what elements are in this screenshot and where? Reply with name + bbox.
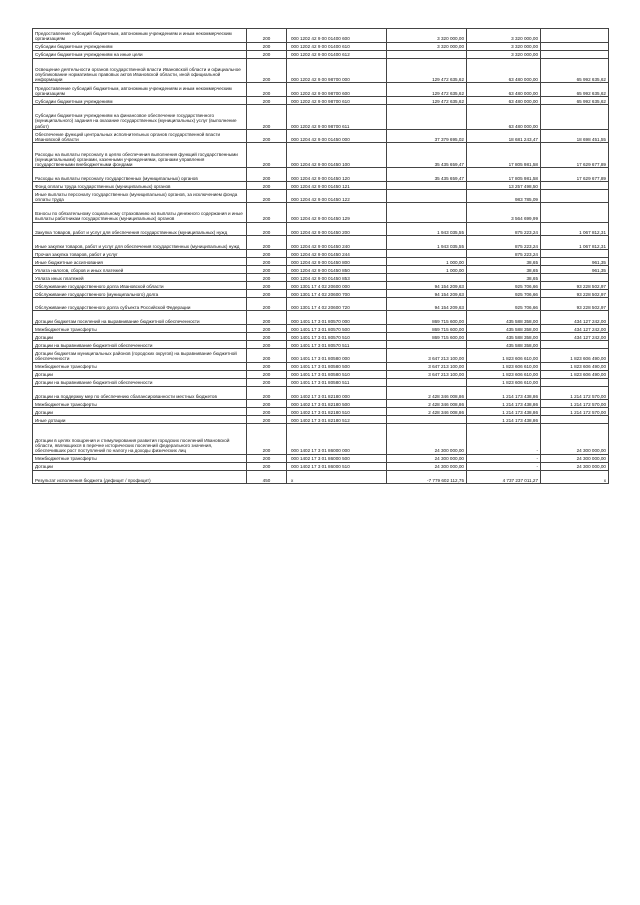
row-kbk: 000 1202 42 9 00 98700 610 — [287, 96, 387, 104]
row-remainder: 93 228 502,97 — [541, 297, 609, 311]
table-body — [33, 29, 609, 484]
row-remainder: 961,35 — [541, 257, 609, 265]
row-kbk: 000 1204 42 9 00 01450 121 — [287, 181, 387, 189]
row-remainder: 65 992 635,62 — [541, 58, 609, 83]
row-plan: 35 435 659,47 — [387, 143, 467, 168]
table-row — [33, 281, 609, 289]
row-name: Дотации в целях поощрения и стимулирования развития городских поселений Ивановской области, являющихся в перечне исторических поселений федерального значения, обеспечивших рост поступлений по налогу на доходы физических лиц — [33, 424, 247, 454]
row-plan — [387, 189, 467, 203]
row-kbk: 000 1204 42 9 00 01450 800 — [287, 257, 387, 265]
row-plan — [387, 104, 467, 129]
row-plan — [387, 50, 467, 58]
row-code: 200 — [247, 370, 287, 378]
row-plan: 94 154 209,63 — [387, 297, 467, 311]
table-row — [33, 416, 609, 424]
row-remainder: 434 127 242,00 — [541, 311, 609, 325]
row-kbk: 000 1202 42 9 00 01400 612 — [287, 50, 387, 58]
row-name: Дотации — [33, 370, 247, 378]
row-name: Иные дотации — [33, 416, 247, 424]
row-exec: 875 223,24 — [467, 222, 541, 236]
row-plan: 94 154 209,63 — [387, 281, 467, 289]
row-code: 200 — [247, 29, 287, 43]
row-plan: 129 472 635,62 — [387, 83, 467, 97]
row-remainder — [541, 273, 609, 281]
row-code: 200 — [247, 454, 287, 462]
row-plan — [387, 416, 467, 424]
row-code: 200 — [247, 408, 287, 416]
table-row — [33, 424, 609, 454]
row-name: Уплата налогов, сборов и иных платежей — [33, 265, 247, 273]
row-kbk: 000 1202 42 9 00 98700 600 — [287, 83, 387, 97]
table-row — [33, 203, 609, 222]
row-kbk: 000 1402 17 3 01 86000 510 — [287, 462, 387, 470]
table-row — [33, 265, 609, 273]
row-remainder — [541, 189, 609, 203]
row-kbk: 000 1402 17 3 01 82180 512 — [287, 416, 387, 424]
row-code: 200 — [247, 168, 287, 182]
row-kbk: 000 1202 42 9 00 98700 000 — [287, 58, 387, 83]
row-kbk: 000 1202 42 9 00 98700 611 — [287, 104, 387, 129]
row-exec: 1 823 606 610,00 — [467, 370, 541, 378]
row-remainder — [541, 249, 609, 257]
row-kbk: 000 1401 17 3 01 80580 511 — [287, 378, 387, 386]
row-remainder: 65 992 635,62 — [541, 83, 609, 97]
row-code: 200 — [247, 236, 287, 250]
row-plan: 3 320 000,00 — [387, 29, 467, 43]
row-remainder — [541, 50, 609, 58]
row-name: Обслуживание государственного (муниципального) долга — [33, 289, 247, 297]
row-plan — [387, 203, 467, 222]
row-name: Иные выплаты персоналу государственных (муниципальных) органов, за исключением фонда оплаты труда — [33, 189, 247, 203]
row-kbk: 000 1204 42 9 00 01450 122 — [287, 189, 387, 203]
row-exec: 63 480 000,00 — [467, 96, 541, 104]
row-remainder: 434 127 242,00 — [541, 332, 609, 340]
row-name: Межбюджетные трансферты — [33, 400, 247, 408]
table-row — [33, 400, 609, 408]
row-kbk: 000 1204 42 9 00 01450 853 — [287, 273, 387, 281]
row-name: Фонд оплаты труда государственных (муниципальных) органов — [33, 181, 247, 189]
row-exec: 925 706,66 — [467, 281, 541, 289]
row-code: 200 — [247, 181, 287, 189]
row-kbk: 000 1202 42 9 00 01400 610 — [287, 42, 387, 50]
row-plan — [387, 249, 467, 257]
row-name: Дотации бюджетам поселений на выравнивание бюджетной обеспеченности — [33, 311, 247, 325]
row-name: Дотации на поддержку мер по обеспечению сбалансированности местных бюджетов — [33, 386, 247, 400]
row-plan: 37 379 695,02 — [387, 129, 467, 143]
row-exec: 3 320 000,00 — [467, 42, 541, 50]
row-kbk: 000 1401 17 3 01 80570 500 — [287, 324, 387, 332]
row-plan: 2 428 346 008,86 — [387, 400, 467, 408]
table-row — [33, 168, 609, 182]
row-plan: 869 715 600,00 — [387, 332, 467, 340]
row-plan: 129 472 635,62 — [387, 58, 467, 83]
row-exec: 875 223,24 — [467, 249, 541, 257]
row-plan — [387, 340, 467, 348]
table-row — [33, 386, 609, 400]
row-name: Уплата иных платежей — [33, 273, 247, 281]
row-name: Дотации — [33, 462, 247, 470]
row-plan: 35 435 659,47 — [387, 168, 467, 182]
row-name: Дотации на выравнивание бюджетной обеспеченности — [33, 378, 247, 386]
row-exec: 435 588 358,00 — [467, 340, 541, 348]
row-code: 200 — [247, 332, 287, 340]
row-remainder: 65 992 635,62 — [541, 96, 609, 104]
table-row — [33, 340, 609, 348]
row-remainder: 1 823 606 490,00 — [541, 370, 609, 378]
row-exec: 983 785,09 — [467, 189, 541, 203]
row-exec: 38,65 — [467, 273, 541, 281]
row-kbk: 000 1402 17 3 01 86000 500 — [287, 454, 387, 462]
row-exec: 435 588 358,00 — [467, 311, 541, 325]
row-plan: 869 715 600,00 — [387, 311, 467, 325]
row-remainder — [541, 42, 609, 50]
table-row — [33, 332, 609, 340]
row-remainder: 434 127 242,00 — [541, 324, 609, 332]
row-name: Межбюджетные трансферты — [33, 362, 247, 370]
row-kbk: 000 1401 17 3 01 80580 500 — [287, 362, 387, 370]
table-row — [33, 96, 609, 104]
row-remainder — [541, 340, 609, 348]
table-row — [33, 222, 609, 236]
table-row — [33, 297, 609, 311]
row-exec: 3 320 000,00 — [467, 50, 541, 58]
row-code: 200 — [247, 58, 287, 83]
row-code: 200 — [247, 83, 287, 97]
row-name: Субсидии бюджетным учреждениям на иные цели — [33, 50, 247, 58]
row-code: 200 — [247, 324, 287, 332]
row-remainder: 961,35 — [541, 265, 609, 273]
row-remainder: 93 228 502,97 — [541, 289, 609, 297]
row-code: 200 — [247, 289, 287, 297]
row-name: Обслуживание государственного долга Ивановской области — [33, 281, 247, 289]
row-remainder: 1 823 606 490,00 — [541, 348, 609, 362]
row-exec: 925 706,66 — [467, 289, 541, 297]
table-row — [33, 462, 609, 470]
row-exec: 63 480 000,00 — [467, 83, 541, 97]
table-row — [33, 454, 609, 462]
row-plan: 94 154 209,63 — [387, 289, 467, 297]
row-name: Иные закупки товаров, работ и услуг для обеспечения государственных (муниципальных) нужд — [33, 236, 247, 250]
row-exec: 435 588 358,00 — [467, 324, 541, 332]
row-exec: - — [467, 462, 541, 470]
row-code: 200 — [247, 273, 287, 281]
row-remainder: 1 067 812,31 — [541, 222, 609, 236]
table-row — [33, 249, 609, 257]
row-name: Расходы на выплаты персоналу государственных (муниципальных) органов — [33, 168, 247, 182]
row-code: 200 — [247, 249, 287, 257]
row-kbk: 000 1204 42 9 00 01450 200 — [287, 222, 387, 236]
row-code: 200 — [247, 143, 287, 168]
row-remainder: 24 300 000,00 — [541, 424, 609, 454]
table-row — [33, 324, 609, 332]
row-name: Межбюджетные трансферты — [33, 324, 247, 332]
row-remainder: 1 214 172 570,00 — [541, 408, 609, 416]
row-name: Дотации на выравнивание бюджетной обеспеченности — [33, 340, 247, 348]
row-plan: 2 428 346 008,86 — [387, 408, 467, 416]
row-code: 200 — [247, 297, 287, 311]
row-exec: 1 214 173 438,86 — [467, 408, 541, 416]
row-kbk: 000 1204 42 9 00 01450 100 — [287, 143, 387, 168]
row-remainder: 1 067 812,31 — [541, 236, 609, 250]
row-plan: -7 779 602 112,75 — [387, 470, 467, 484]
row-exec: - — [467, 424, 541, 454]
table-row — [33, 50, 609, 58]
row-kbk: 000 1402 17 3 01 86000 000 — [287, 424, 387, 454]
row-kbk: 000 1204 42 9 00 01450 000 — [287, 129, 387, 143]
row-name: Обслуживание государственного долга субъекта Российской Федерации — [33, 297, 247, 311]
row-remainder: 17 629 677,89 — [541, 168, 609, 182]
table-row — [33, 83, 609, 97]
row-kbk: 000 1202 42 9 00 01400 600 — [287, 29, 387, 43]
row-code: 450 — [247, 470, 287, 484]
row-exec: 13 257 498,50 — [467, 181, 541, 189]
row-remainder: 1 214 172 570,00 — [541, 400, 609, 408]
row-exec: 3 564 699,99 — [467, 203, 541, 222]
row-remainder: 1 214 172 570,00 — [541, 386, 609, 400]
row-code: 200 — [247, 400, 287, 408]
row-exec: 875 223,24 — [467, 236, 541, 250]
row-remainder — [541, 181, 609, 189]
row-plan: 869 715 600,00 — [387, 324, 467, 332]
row-name: Дотации бюджетам муниципальных районов (городских округов) на выравнивание бюджетной обеспеченности — [33, 348, 247, 362]
row-code: 200 — [247, 257, 287, 265]
row-name: Межбюджетные трансферты — [33, 454, 247, 462]
row-kbk: 000 1204 42 9 00 01450 850 — [287, 265, 387, 273]
row-exec: 1 823 606 610,00 — [467, 378, 541, 386]
row-plan: 1 943 035,55 — [387, 236, 467, 250]
table-row — [33, 370, 609, 378]
row-kbk: 000 1301 17 4 02 20600 720 — [287, 297, 387, 311]
row-code: 200 — [247, 189, 287, 203]
row-code: 200 — [247, 203, 287, 222]
row-code: 200 — [247, 378, 287, 386]
row-name: Обеспечение функций центральных исполнительных органов государственной власти Ивановской области — [33, 129, 247, 143]
table-row — [33, 189, 609, 203]
row-plan: 3 647 213 100,00 — [387, 370, 467, 378]
row-remainder: 24 300 000,00 — [541, 462, 609, 470]
table-row — [33, 408, 609, 416]
row-exec: 17 805 981,58 — [467, 168, 541, 182]
table-row — [33, 348, 609, 362]
row-plan: 24 300 000,00 — [387, 454, 467, 462]
table-row — [33, 42, 609, 50]
row-exec: 38,65 — [467, 265, 541, 273]
table-row — [33, 470, 609, 484]
table-row — [33, 104, 609, 129]
row-plan — [387, 181, 467, 189]
row-name: Дотации — [33, 408, 247, 416]
row-code: 200 — [247, 416, 287, 424]
row-name: Субсидии бюджетным учреждениям на финансовое обеспечение государственного (муниципального) задания на оказание государственных (муниципальных) услуг (выполнение работ) — [33, 104, 247, 129]
row-exec: 1 214 173 438,86 — [467, 400, 541, 408]
row-name: Закупка товаров, работ и услуг для обеспечения государственных (муниципальных) нужд — [33, 222, 247, 236]
row-plan: 1 000,00 — [387, 265, 467, 273]
row-code: 200 — [247, 265, 287, 273]
row-remainder — [541, 378, 609, 386]
row-remainder — [541, 29, 609, 43]
table-row — [33, 378, 609, 386]
row-code: 200 — [247, 348, 287, 362]
row-plan: 1 943 035,55 — [387, 222, 467, 236]
row-code: 200 — [247, 311, 287, 325]
row-kbk: 000 1401 17 3 01 80580 510 — [287, 370, 387, 378]
row-plan: 3 647 213 100,00 — [387, 362, 467, 370]
row-plan: 3 647 213 100,00 — [387, 348, 467, 362]
row-code: 200 — [247, 362, 287, 370]
row-code: 200 — [247, 281, 287, 289]
row-exec: 17 805 981,58 — [467, 143, 541, 168]
row-exec: - — [467, 454, 541, 462]
row-plan — [387, 378, 467, 386]
table-row — [33, 236, 609, 250]
row-plan: 129 472 635,62 — [387, 96, 467, 104]
row-exec: 4 737 237 011,27 — [467, 470, 541, 484]
row-code: 200 — [247, 104, 287, 129]
row-exec: 38,65 — [467, 257, 541, 265]
row-name: Взносы по обязательному социальному страхованию на выплаты денежного содержания и иные выплаты работникам государственных (муниципальных) органов — [33, 203, 247, 222]
row-name: Субсидии бюджетным учреждениям — [33, 96, 247, 104]
row-kbk: 000 1301 17 4 02 20600 000 — [287, 281, 387, 289]
row-name: Предоставление субсидий бюджетным, автономным учреждениям и иным некоммерческим организациям — [33, 29, 247, 43]
row-code: 200 — [247, 424, 287, 454]
row-code: 200 — [247, 222, 287, 236]
row-code: 200 — [247, 462, 287, 470]
row-kbk: 000 1401 17 3 01 80570 511 — [287, 340, 387, 348]
row-exec: 1 214 173 438,86 — [467, 416, 541, 424]
row-name: Предоставление субсидий бюджетным, автономным учреждениям и иным некоммерческим организациям — [33, 83, 247, 97]
table-row — [33, 289, 609, 297]
row-code: 200 — [247, 96, 287, 104]
table-row — [33, 273, 609, 281]
row-kbk: 000 1402 17 3 01 82180 000 — [287, 386, 387, 400]
row-code: 200 — [247, 340, 287, 348]
row-remainder: 93 228 502,97 — [541, 281, 609, 289]
row-exec: 63 480 000,00 — [467, 58, 541, 83]
row-name: Субсидии бюджетным учреждениям — [33, 42, 247, 50]
row-plan: 3 320 000,00 — [387, 42, 467, 50]
row-exec: 18 681 243,47 — [467, 129, 541, 143]
row-remainder: x — [541, 470, 609, 484]
budget-execution-table — [32, 28, 609, 484]
table-row — [33, 29, 609, 43]
row-kbk: 000 1301 17 4 02 20600 700 — [287, 289, 387, 297]
row-exec: 3 320 000,00 — [467, 29, 541, 43]
table-row — [33, 58, 609, 83]
row-kbk: 000 1204 42 9 00 01450 240 — [287, 236, 387, 250]
row-remainder: 24 300 000,00 — [541, 454, 609, 462]
row-kbk: 000 1204 42 9 00 01450 120 — [287, 168, 387, 182]
row-kbk: x — [287, 470, 387, 484]
row-remainder: 18 698 451,55 — [541, 129, 609, 143]
row-remainder — [541, 203, 609, 222]
row-remainder: 1 823 606 490,00 — [541, 362, 609, 370]
row-name: Освещение деятельности органов государственной власти Ивановской области и официальное опубликование нормативных правовых актов Ивановской области, иной официальной информации — [33, 58, 247, 83]
row-kbk: 000 1204 42 9 00 01450 129 — [287, 203, 387, 222]
row-code: 200 — [247, 50, 287, 58]
row-kbk: 000 1401 17 3 01 80580 000 — [287, 348, 387, 362]
row-code: 200 — [247, 42, 287, 50]
row-exec: 1 823 606 610,00 — [467, 362, 541, 370]
row-exec: 1 823 606 610,00 — [467, 348, 541, 362]
row-exec: 1 214 173 438,86 — [467, 386, 541, 400]
table-row — [33, 143, 609, 168]
row-remainder — [541, 104, 609, 129]
row-kbk: 000 1401 17 3 01 80570 000 — [287, 311, 387, 325]
row-exec: 925 706,66 — [467, 297, 541, 311]
row-exec: 435 588 358,00 — [467, 332, 541, 340]
row-exec: 63 480 000,00 — [467, 104, 541, 129]
row-name: Дотации — [33, 332, 247, 340]
row-code: 200 — [247, 386, 287, 400]
row-kbk: 000 1402 17 3 01 82180 500 — [287, 400, 387, 408]
table-row — [33, 311, 609, 325]
row-kbk: 000 1204 42 9 00 01450 244 — [287, 249, 387, 257]
row-remainder — [541, 416, 609, 424]
budget-table-page — [32, 28, 608, 484]
row-name: Прочая закупка товаров, работ и услуг — [33, 249, 247, 257]
row-plan: 24 300 000,00 — [387, 462, 467, 470]
row-name: Иные бюджетные ассигнования — [33, 257, 247, 265]
table-row — [33, 129, 609, 143]
row-code: 200 — [247, 129, 287, 143]
table-row — [33, 362, 609, 370]
row-plan: 1 000,00 — [387, 257, 467, 265]
row-name: Расходы на выплаты персоналу в целях обеспечения выполнения функций государственными (муниципальными) органами, казенными учреждениями, органами управления государственными внебюджетными фондами — [33, 143, 247, 168]
row-plan — [387, 273, 467, 281]
table-row — [33, 181, 609, 189]
table-row — [33, 257, 609, 265]
row-remainder: 17 629 677,89 — [541, 143, 609, 168]
row-name: Результат исполнения бюджета (дефицит / профицит) — [33, 470, 247, 484]
row-kbk: 000 1402 17 3 01 82180 510 — [287, 408, 387, 416]
row-plan: 24 300 000,00 — [387, 424, 467, 454]
row-kbk: 000 1401 17 3 01 80570 510 — [287, 332, 387, 340]
row-plan: 2 428 346 008,86 — [387, 386, 467, 400]
